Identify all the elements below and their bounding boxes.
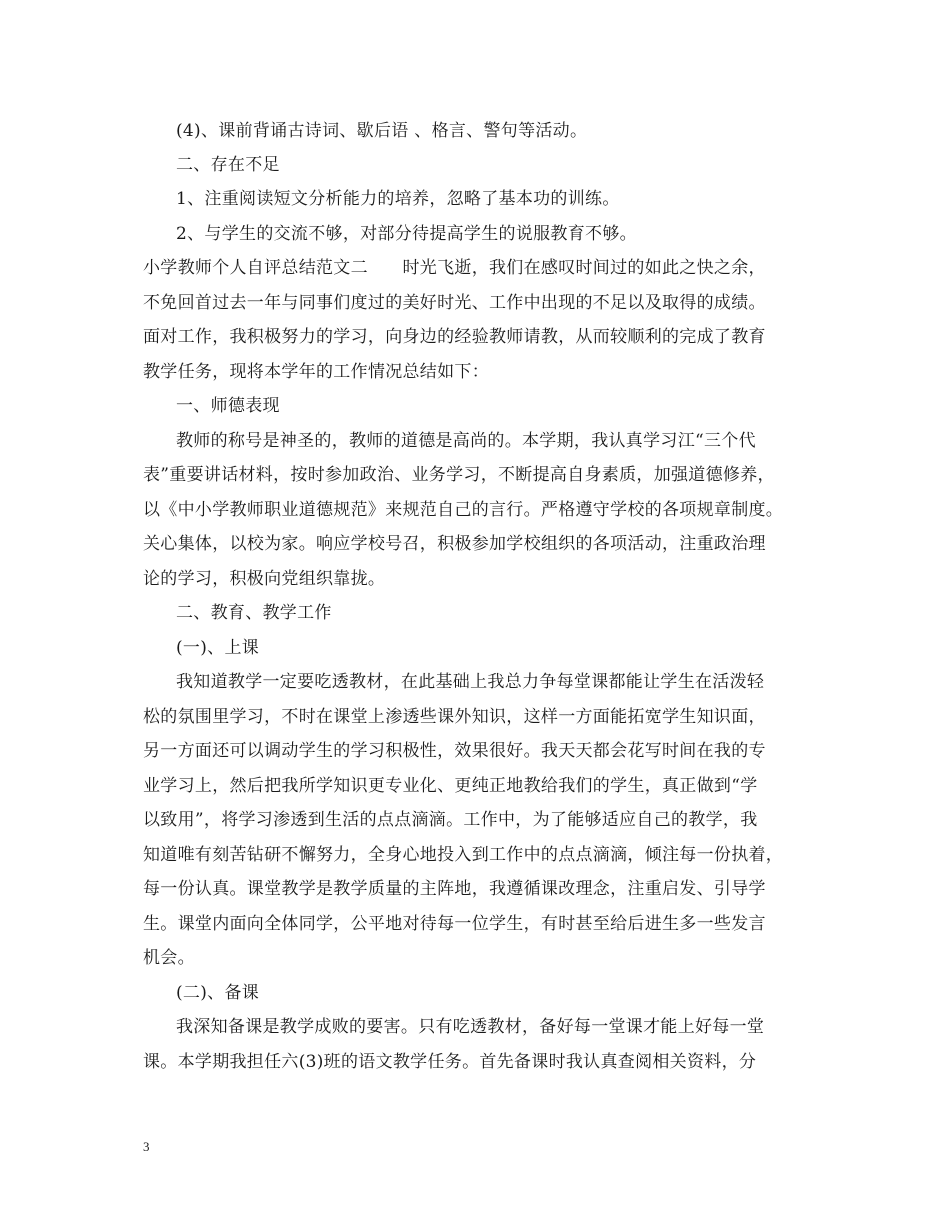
section-heading: 二、教育、教学工作 <box>176 603 332 623</box>
text-line: 小学教师个人自评总结范文二 时光飞逝，我们在感叹时间过的如此之快之余， <box>143 258 766 278</box>
text-line: 教师的称号是神圣的，教师的道德是高尚的。本学期，我认真学习江“三个代 <box>176 431 756 451</box>
text-line: 生。课堂内面向全体同学，公平地对待每一位学生，有时甚至给后进生多一些发言 <box>143 914 766 934</box>
subsection-heading: (一)、上课 <box>176 638 260 658</box>
text-line: 教学任务，现将本学年的工作情况总结如下： <box>143 362 489 382</box>
text-line: 以致用”，将学习渗透到生活的点点滴滴。工作中，为了能够适应自己的教学，我 <box>143 810 758 830</box>
text-line: 论的学习，积极向党组织靠拢。 <box>143 569 386 589</box>
text-line: 2、与学生的交流不够，对部分待提高学生的说服教育不够。 <box>176 224 637 244</box>
text-line: 1、注重阅读短文分析能力的培养，忽略了基本功的训练。 <box>176 189 620 209</box>
text-line: 面对工作，我积极努力的学习，向身边的经验教师请教，从而较顺利的完成了教育 <box>143 327 766 347</box>
page-number: 3 <box>143 1139 150 1154</box>
text-line: 课。本学期我担任六(3)班的语文教学任务。首先备课时我认真查阅相关资料，分 <box>143 1052 757 1072</box>
text-line: 表”重要讲话材料，按时参加政治、业务学习，不断提高自身素质，加强道德修养， <box>143 465 775 485</box>
text-line: 我知道教学一定要吃透教材，在此基础上我总力争每堂课都能让学生在活泼轻 <box>176 672 765 692</box>
text-line: 关心集体，以校为家。响应学校号召，积极参加学校组织的各项活动，注重政治理 <box>143 534 766 554</box>
text-line: 另一方面还可以调动学生的学习积极性，效果很好。我天天都会花写时间在我的专 <box>143 741 766 761</box>
text-line: 业学习上，然后把我所学知识更专业化、更纯正地教给我们的学生，真正做到“学 <box>143 776 758 796</box>
text-line: 我深知备课是教学成败的要害。只有吃透教材，备好每一堂课才能上好每一堂 <box>176 1017 765 1037</box>
section-heading: 一、师德表现 <box>176 396 280 416</box>
section-heading: 二、存在不足 <box>176 155 280 175</box>
text-line: 机会。 <box>143 948 195 968</box>
text-line: 每一份认真。课堂教学是教学质量的主阵地，我遵循课改理念，注重启发、引导学 <box>143 879 766 899</box>
text-line: 知道唯有刻苦钻研不懈努力，全身心地投入到工作中的点点滴滴，倾注每一份执着， <box>143 845 784 865</box>
text-line: 松的氛围里学习，不时在课堂上渗透些课外知识，这样一方面能拓宽学生知识面， <box>143 707 766 727</box>
text-line: (4)、课前背诵古诗词、歇后语 、格言、警句等活动。 <box>176 121 588 141</box>
subsection-heading: (二)、备课 <box>176 983 260 1003</box>
text-line: 以《中小学教师职业道德规范》来规范自己的言行。严格遵守学校的各项规章制度。 <box>143 500 784 520</box>
text-line: 不免回首过去一年与同事们度过的美好时光、工作中出现的不足以及取得的成绩。 <box>143 293 766 313</box>
